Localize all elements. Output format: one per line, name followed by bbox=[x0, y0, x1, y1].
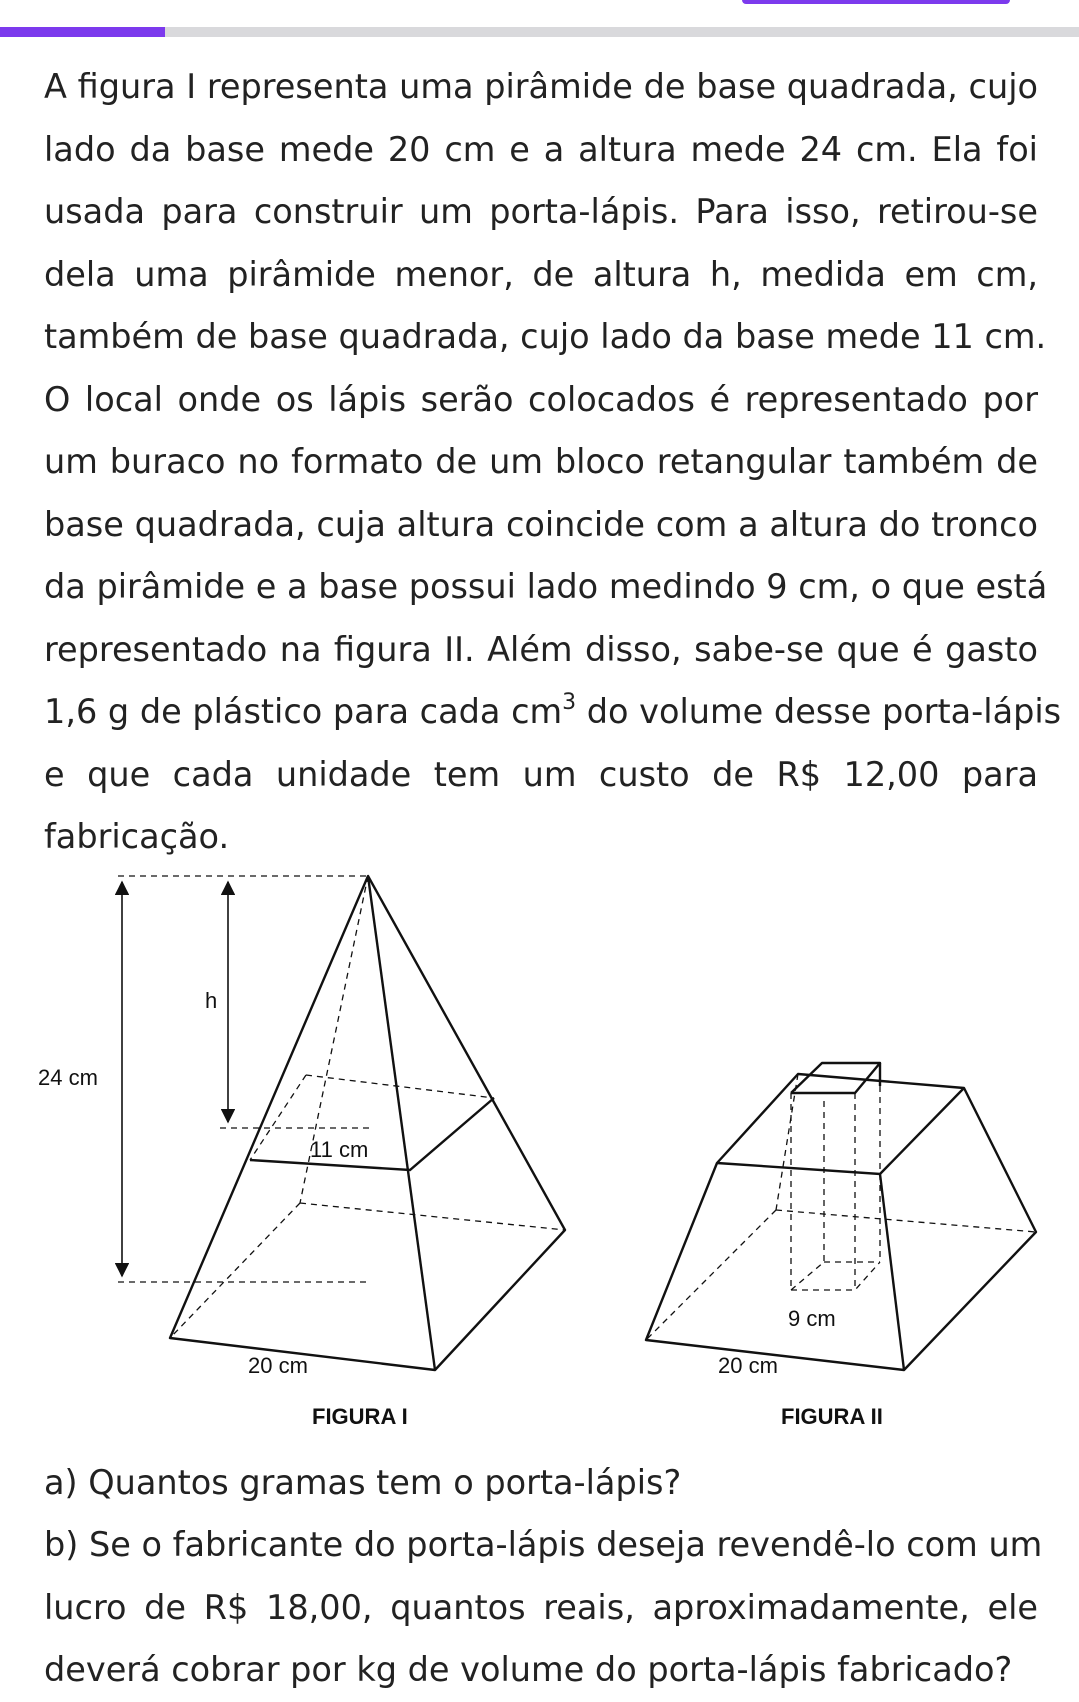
statement-line: fabricação. bbox=[44, 817, 230, 856]
visible-edges bbox=[170, 876, 565, 1370]
caption-figure-1: FIGURA I bbox=[312, 1404, 408, 1429]
figure-1-pyramid bbox=[118, 876, 565, 1370]
question-b-line: lucro de R$ 18,00, quantos reais, aproximadamente, ele bbox=[44, 1587, 1038, 1627]
statement-line: lado da base mede 20 cm e a altura mede 24 cm. Ela foi bbox=[44, 129, 1038, 169]
label-11cm: 11 cm bbox=[310, 1137, 369, 1162]
caption-figure-2: FIGURA II bbox=[781, 1404, 883, 1429]
visible-edges-2 bbox=[646, 1063, 1036, 1370]
progress-fill bbox=[0, 27, 165, 37]
statement-line: O local onde os lápis serão colocados é representado por bbox=[44, 379, 1038, 419]
density-text-end: do volume desse porta-lápis bbox=[576, 692, 1062, 731]
label-9cm: 9 cm bbox=[788, 1306, 836, 1331]
unit-cm: cm bbox=[511, 692, 563, 731]
statement-line: representado na figura II. Além disso, sabe-se que é gasto bbox=[44, 629, 1038, 669]
label-h: h bbox=[205, 988, 218, 1013]
statement-line: e que cada unidade tem um custo de R$ 12,00 para bbox=[44, 754, 1038, 794]
statement-line-density bbox=[44, 681, 1062, 744]
statement-line: dela uma pirâmide menor, de altura h, medida em cm, bbox=[44, 254, 1038, 294]
question-b bbox=[44, 1514, 1043, 1702]
statement-line: A figura I representa uma pirâmide de base quadrada, cujo bbox=[44, 67, 1038, 106]
figures bbox=[0, 860, 1079, 1440]
statement-line: da pirâmide e a base possui lado medindo 9 cm, o que está bbox=[44, 567, 1048, 606]
question-a-line: a) Quantos gramas tem o porta-lápis? bbox=[44, 1463, 682, 1502]
dimension-arrows bbox=[122, 882, 228, 1276]
question-b-line: deverá cobrar por kg de volume do porta-lápis fabricado? bbox=[44, 1650, 1013, 1689]
label-20cm-fig1: 20 cm bbox=[248, 1353, 308, 1378]
unit-exponent: 3 bbox=[562, 690, 577, 715]
statement-line: usada para construir um porta-lápis. Para isso, retirou-se bbox=[44, 192, 1038, 231]
density-text: 1,6 g de plástico para cada bbox=[44, 692, 512, 731]
question-a bbox=[44, 1452, 1038, 1515]
label-24cm: 24 cm bbox=[38, 1065, 98, 1090]
statement-line: base quadrada, cuja altura coincide com a altura do tronco bbox=[44, 504, 1038, 544]
statement-line: um buraco no formato de um bloco retangular também de bbox=[44, 442, 1038, 481]
label-20cm-fig2: 20 cm bbox=[718, 1353, 778, 1378]
top-tab-indicator bbox=[742, 0, 1010, 4]
question-b-line: b) Se o fabricante do porta-lápis deseja revendê-lo com um bbox=[44, 1525, 1043, 1564]
figure-2-frustum bbox=[646, 1063, 1036, 1370]
problem-statement bbox=[44, 56, 1062, 869]
hidden-edges bbox=[118, 876, 565, 1338]
statement-line: também de base quadrada, cujo lado da base mede 11 cm. bbox=[44, 317, 1047, 356]
progress-bar bbox=[0, 27, 1079, 37]
